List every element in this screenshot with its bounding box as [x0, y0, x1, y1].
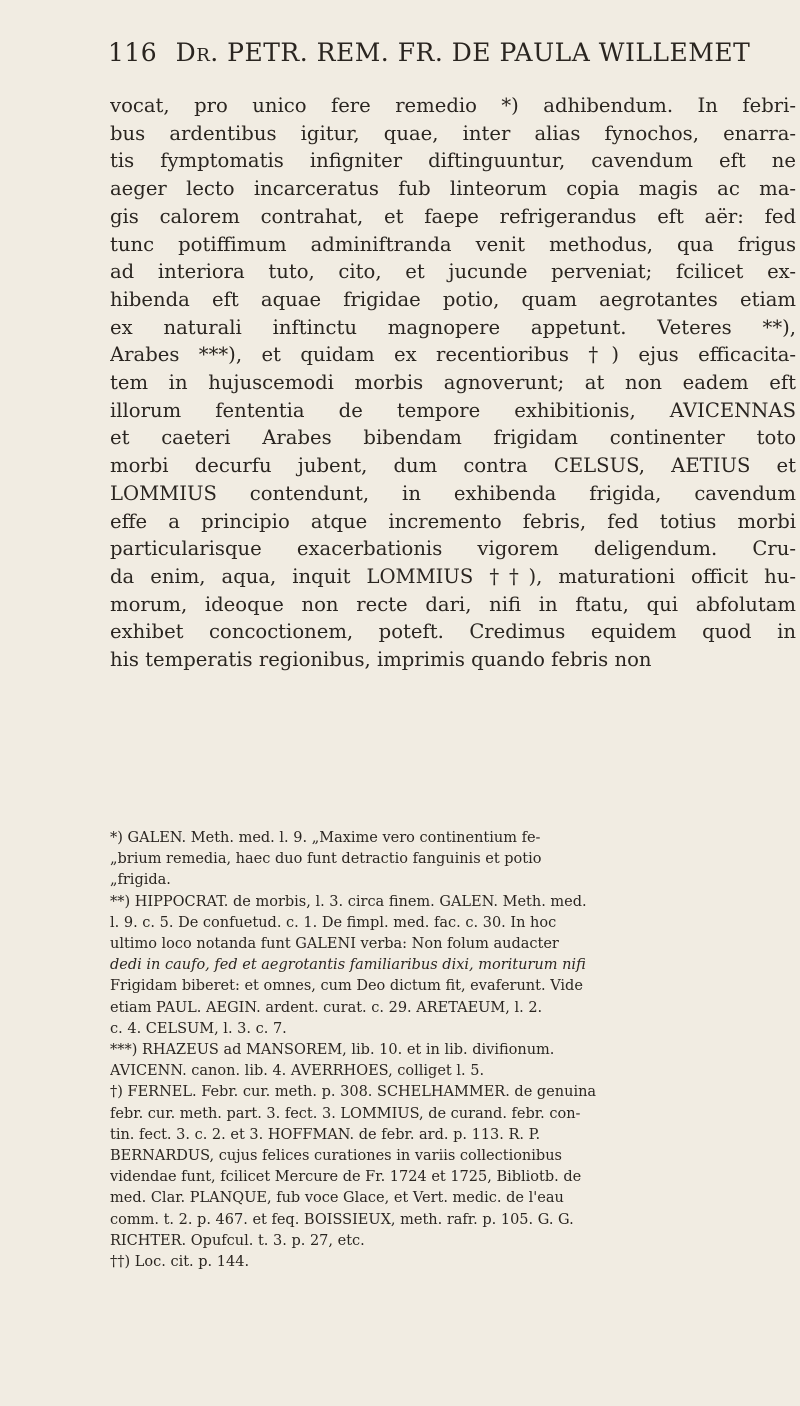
footnotes	[110, 828, 798, 1273]
footnote-line: comm. t. 2. p. 467. et feq. BOISSIEUX, meth. rafr. p. 105. G. G.	[110, 1211, 574, 1228]
text-line: exhibet concoctionem, poteft. Credimus equidem quod in	[110, 620, 796, 644]
text-line: aeger lecto incarceratus fub linteorum copia magis ac ma-	[110, 177, 796, 201]
running-title: Dr. PETR. REM. FR. DE PAULA WILLEMET	[175, 38, 751, 67]
footnote-line: febr. cur. meth. part. 3. fect. 3. LOMMIUS, de curand. febr. con-	[110, 1105, 581, 1122]
text-line: morbi decurfu jubent, dum contra CELSUS, AETIUS et	[110, 454, 796, 478]
text-line: LOMMIUS contendunt, in exhibenda frigida, cavendum	[110, 481, 796, 505]
footnote-line: **) HIPPOCRAT. de morbis, l. 3. circa finem. GALEN. Meth. med.	[110, 893, 587, 910]
text-line: tem in hujuscemodi morbis agnoverunt; at non eadem eft	[110, 371, 796, 395]
footnote-line: c. 4. CELSUM, l. 3. c. 7.	[110, 1020, 287, 1037]
text-line: Arabes ***), et quidam ex recentioribus †) ejus efficacita-	[110, 343, 796, 367]
text-line: tis fymptomatis infigniter diftinguuntur, cavendum eft ne	[110, 149, 796, 173]
text-line: et caeteri Arabes bibendam frigidam continenter toto	[110, 426, 796, 450]
text-line: morum, ideoque non recte dari, nifi in ftatu, qui abfolutam	[110, 592, 796, 616]
footnote-line: RICHTER. Opufcul. t. 3. p. 27, etc.	[110, 1232, 365, 1249]
footnote-line: med. Clar. PLANQUE, fub voce Glace, et Vert. medic. de l'eau	[110, 1190, 564, 1207]
footnote-line: BERNARDUS, cujus felices curationes in variis collectionibus	[110, 1148, 562, 1165]
running-header	[108, 38, 798, 67]
footnote-line: Frigidam biberet: et omnes, cum Deo dictum fit, evaferunt. Vide	[110, 978, 583, 995]
footnote-line: dedi in caufo, fed et aegrotantis familiaribus dixi, moriturum nifi	[110, 957, 586, 974]
text-line: vocat, pro unico fere remedio *) adhibendum. In febri-	[110, 94, 796, 117]
footnote-line: *) GALEN. Meth. med. l. 9. „Maxime vero continentium fe-	[110, 830, 541, 846]
text-line: gis calorem contrahat, et faepe refrigerandus eft aër: fed	[110, 204, 796, 228]
text-line: ad interiora tuto, cito, et jucunde perveniat; fcilicet ex-	[110, 260, 796, 284]
footnote-line: videndae funt, fcilicet Mercure de Fr. 1724 et 1725, Bibliotb. de	[110, 1169, 582, 1186]
text-line: tunc potiffimum adminiftranda venit methodus, qua frigus	[110, 232, 796, 256]
text-line: da enim, aqua, inquit LOMMIUS ††), maturationi officit hu-	[110, 564, 796, 588]
page-number: 116	[108, 38, 158, 67]
footnote-line: ††) Loc. cit. p. 144.	[110, 1254, 250, 1271]
footnote-line: „brium remedia, haec duo funt detractio fanguinis et potio	[110, 851, 542, 868]
footnote-line: †) FERNEL. Febr. cur. meth. p. 308. SCHELHAMMER. de genuina	[110, 1084, 597, 1101]
text-line: hibenda eft aquae frigidae potio, quam aegrotantes etiam	[110, 287, 796, 311]
text-line: ex naturali inftinctu magnopere appetunt. Veteres **),	[110, 315, 796, 339]
text-line: particularisque exacerbationis vigorem deligendum. Cru-	[110, 537, 796, 561]
text-line: illorum fententia de tempore exhibitionis, AVICENNAS	[110, 398, 796, 422]
footnote-line: tin. fect. 3. c. 2. et 3. HOFFMAN. de febr. ard. p. 113. R. P.	[110, 1126, 541, 1143]
text-line: effe a principio atque incremento febris, fed totius morbi	[110, 509, 796, 533]
main-text	[110, 92, 796, 674]
text-line: bus ardentibus igitur, quae, inter alias fynochos, enarra-	[110, 121, 796, 145]
footnote-line: ***) RHAZEUS ad MANSOREM, lib. 10. et in lib. divifionum.	[110, 1042, 555, 1059]
text-line: his temperatis regionibus, imprimis quando febris non	[110, 648, 652, 672]
footnote-line: etiam PAUL. AEGIN. ardent. curat. c. 29. ARETAEUM, l. 2.	[110, 999, 543, 1016]
footnote-line: AVICENN. canon. lib. 4. AVERRHOES, colliget l. 5.	[110, 1063, 485, 1080]
footnote-line: l. 9. c. 5. De confuetud. c. 1. De fimpl. med. fac. c. 30. In hoc	[110, 914, 557, 931]
footnote-line: ultimo loco notanda funt GALENI verba: Non folum audacter	[110, 936, 559, 953]
footnote-line: „frigida.	[110, 872, 171, 889]
